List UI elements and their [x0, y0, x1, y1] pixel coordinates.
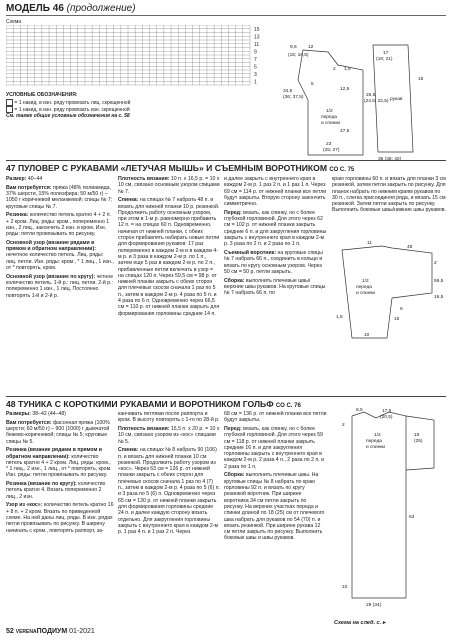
- dimension-label: и спинки: [321, 121, 341, 126]
- article48-col1: Размеры: 38–42 (44–48) Вам потребуется: фасонная пряжа (100% шерсти; 60 м/50 г) – 900 (1000) г дымчатой бежево-коричневой; спицы № 5; круговые спицы № 5. Резинка (вязание рядами в прямом и обратном направлении): количество петель кратно 4 + 2 кром. Лиц. ряды: кром., * 1 лиц., 2 изн., 1 лиц., от * повторять, кром. Изн. ряды: петли провязывать по рисунку. Резинка (вязание по кругу): количество петель кратно 4. Вязать попеременно 2 лиц., 2 изн. Узор из «кос»: количество петель кратно 16 + 8 п. + 2 кром. Вязать по приведенной схеме. На ней даны лиц. ряды. В изн. рядах петли провязывать по рисунку. В ширину начинать с кром., повторять раппорт, за-: [6, 411, 114, 534]
- dimension-label: (15; 16,5): [288, 53, 309, 58]
- yarn-over-purl-symbol-icon: [6, 106, 13, 113]
- row-number: 13: [254, 34, 260, 41]
- pattern46-schematic: [278, 40, 448, 162]
- dimension-label: и спинки: [366, 445, 386, 450]
- article48-col2: канчивать петлями после раппорта и кром. В высоту повторять с 1-го по 28-й р. Плотность вязания: 15,5 п. х 20 р. = 10 х 10 см, связано узором из «кос» спицами № 5. Спинка: на спицах № 8 набрать 90 (106) п. и вязать для нижней планки 10 см резинкой. Продолжить работу узором из «кос». Через 63 см = 126 р. от нижней планки закрыть с обеих сторон для плечевых скосов сначала 1 раз по 4 (7) п., затем в каждом 2-м р. 4 раза по 5 (6) п. и 3 раза по 5 (6) п. Одновременно через 65 см = 130 р. от нижней планки закрыть для формирования горловины средние 24 п. и далее каждую сторону вязать отдельно. Для закругления горловины закрыть с внутреннего края в каждом 2-м р. 1 раз 4 п. и 1 раз 2 п. Через: [118, 411, 220, 536]
- dimension-label: 23: [326, 142, 332, 147]
- dimension-label: 12: [308, 45, 314, 50]
- row-number: 7: [254, 57, 257, 63]
- legend-item: = 1 накид, в изн. ряду провязать изн. скрещенной: [6, 106, 130, 113]
- dimension-label: 63: [409, 515, 415, 520]
- dimension-label: 1,5: [344, 67, 351, 72]
- dimension-label: переда: [356, 285, 372, 290]
- page-title: МОДЕЛЬ 46 (продолжение): [6, 3, 136, 14]
- dimension-label: (36; 37,5): [283, 95, 304, 100]
- dimension-label: 1,5: [336, 315, 343, 320]
- dimension-label: 16,5: [434, 295, 444, 300]
- dimension-label: 11: [367, 241, 372, 246]
- header-rule: [6, 15, 446, 16]
- legend-item: = 1 накид, в изн. ряду провязать лиц. скрещенной: [6, 99, 130, 106]
- dimension-label: 10: [364, 333, 370, 338]
- dimension-label: 2: [333, 67, 336, 72]
- dimension-label: (24,5; 22,5): [364, 99, 389, 104]
- article47-col4: краю горловины 60 п. и вязать для планки 3 см резинкой, затем петли закрыть по рисунку. Для планок набрать по нижним краям рукавов по 30 п., слегка присоединяя ряда, и вязать 15 см резинкой. Затем петли закрыть по рисунку. Выполнить боковые швы/нижние швы рукавов.: [332, 176, 446, 214]
- dimension-label: 5: [311, 82, 314, 87]
- dimension-label: 2: [434, 261, 437, 266]
- dimension-label: 12,5: [340, 87, 350, 92]
- dimension-label: 6: [400, 307, 403, 312]
- dimension-label: 1/2: [362, 279, 369, 284]
- article47-col3: и далее закрыть с внутреннего края в каждом 2-м р. 1 раз 2 п. и 1 раз 1 п. Через 69 см = 114 р. от нижней планки все петли будут закрыты. Вторую сторону закончить симметрично. Перед: вязать, как спинку, но с более глубокой горловиной. Для этого через 62 см = 102 р. от нижней планки закрыть средние 6 п. и для закругления горловины закрыть с внутреннего края в каждом 2-м р. 3 раза по 2 п. и 2 раза по 1 п. Съемный воротник: на круговые спицы № 7 набрать 66 п., соединить в кольцо и вязать по кругу основным узором. Через 50 см = 50 р. петли закрыть. Сборка: выполнить плечевые швы/верхние швы рукавов. На круговые спицы № 7 набрать 66 п. по: [224, 176, 327, 297]
- pattern47-schematic: [332, 238, 446, 344]
- dimension-label: 59,5: [434, 279, 444, 284]
- article47-title: 47 ПУЛОВЕР С РУКАВАМИ «ЛЕТУЧАЯ МЫШЬ» И СЪЕМНЫМ ВОРОТНИКОМ СО С. 75: [6, 163, 355, 173]
- section-rule: [6, 396, 446, 397]
- dimension-label: переда: [321, 115, 337, 120]
- dimension-label: 17: [383, 51, 389, 56]
- dimension-label: 10: [342, 585, 348, 590]
- article48-col3: 68 см = 136 р. от нижней планки все петли будут закрыты. Перед: вязать, как спинку, но с более глубокой горловиной. Для этого через 59 см = 118 р. от нижней планки закрыть средние 16 п. и для закругления горловины закрыть с внутреннего края в каждом 2-м р. 2 раза 4 п., 2 раза по 2 п. и 2 раза по 1 п. Сборка: выполнить плечевые швы. На круговые спицы № 8 набрать по краю горловины 92 п. и вязать по кругу резинкой воротник. При ширине воротника 34 см петли закрыть по рисунку. На верхних участках переда и спинки длиной по 18 (25) см от плечевого шва набрать для рукавов по 54 (70) п. и вязать резинкой. При ширине рукава 12 см петли закрыть по рисунку. Выполнить боковые швы и швы рукавов.: [224, 411, 327, 542]
- legend-note: См. также общие условные обозначения на с. 58: [6, 113, 130, 119]
- dimension-label: 1/2: [374, 433, 381, 438]
- dimension-label: 8,5: [356, 408, 363, 413]
- dimension-label: 18: [414, 433, 420, 438]
- row-number: 1: [254, 79, 257, 86]
- row-number: 15: [254, 27, 260, 33]
- dimension-label: 47,5: [340, 129, 350, 134]
- row-number: 5: [254, 64, 257, 71]
- dimension-label: [378, 156, 402, 162]
- dimension-label: 29 (34): [366, 603, 382, 608]
- pattern48-schematic: [334, 408, 446, 608]
- dimension-label: 26,5: [366, 93, 376, 98]
- dimension-label: 48: [407, 245, 413, 250]
- legend-title: УСЛОВНЫЕ ОБОЗНАЧЕНИЯ:: [6, 92, 78, 98]
- yarn-over-symbol-icon: [6, 99, 13, 106]
- dimension-label: 15: [394, 317, 400, 322]
- dimension-label: 2: [342, 423, 345, 428]
- article48-title: 48 ТУНИКА С КОРОТКИМИ РУКАВАМИ И ВОРОТНИКОМ ГОЛЬФ СО С. 76: [6, 399, 301, 409]
- dimension-label: 17,5: [382, 409, 392, 414]
- dimension-label: 34,5: [283, 89, 293, 94]
- dimension-label: (25; 27): [323, 148, 340, 153]
- continued-note: Схема на след. с. ▸: [334, 620, 386, 626]
- dimension-label: переда: [366, 439, 382, 444]
- article47-col1: Размер: 40–44 Вам потребуется: пряжа (48% полиамида, 37% шерсти, 15% полиэфира; 50 м/50 г) – 1050 г коричневой меланжевой; спицы № 7; круговые спицы № 7. Резинка: количество петель кратно 4 + 2 п. + 2 кром. Лиц. ряды: кром., попеременно 1 изн., 2 лиц., закончить 2 изн. и кром. Изн. ряды: петли провязывать по рисунку. Основной узор (вязание рядами в прямом и обратном направлении): нечетное количество петель. Лиц. ряды: лиц. петли. Изн. ряды: кром., * 1 лиц., 1 изн., от * повторять, кром. Основной узор (вязание по кругу): четное количество петель. 1-й р.: лиц. петли. 2-й р.: попеременно 1 изн., 1 лиц. Постоянно повторять 1-й и 2-й р.: [6, 176, 114, 299]
- row-number: 3: [254, 72, 257, 78]
- row-number: 11: [254, 42, 260, 48]
- article47-col2: Плотность вязания: 10 п. х 16,5 р. = 10 х 10 см, связано основным узором спицами № 7. Спинка: на спицах № 7 набрать 48 п. и вязать для нижней планки 10 р. резинкой. Продолжить работу основным узором, при этом в 1-м р. равномерно прибавить 12 п. = на спицах 60 п. Одновременно, начиная от нижней планки, с обеих сторон прибавлять набирать новые петли для формирования рукавов: 17 раз попеременно в каждом 2-м и в каждом 4-м р. и 3 раза в каждом 2-м р. по 1 п., затем еще 5 раз в каждом 2-м р. по 2 п., прибавленные петли включать в узор = на спицах 120 п. Через 59,5 см = 98 р. от нижней планки закрыть с обеих сторон для плечевых скосов сначала 1 раз по 5 п., затем в каждом 2-м р. 4 раза по 5 п. и 4 раза по 6 п. Одновременно через 66,5 см = 110 р. от нижней планки закрыть для формирования горловины средние 14 п.: [118, 176, 220, 317]
- page-footer: 52 VERENAПОДИУМ 01-2021: [6, 628, 95, 635]
- dimension-label: (20,5): [380, 415, 393, 420]
- dimension-label: 1/2: [326, 109, 333, 114]
- knitting-scheme-grid: [6, 25, 268, 89]
- dimension-label: 16: [418, 77, 424, 82]
- dimension-label: (18; 21): [376, 57, 393, 62]
- dimension-label: 9,5: [290, 45, 297, 50]
- row-number: 9: [254, 49, 257, 56]
- scheme-label: Схема: [6, 19, 22, 25]
- dimension-label: (25): [414, 439, 423, 444]
- section-rule: [6, 160, 446, 161]
- sleeve-label: рукав: [390, 97, 403, 102]
- dimension-label: и спинки: [356, 291, 376, 296]
